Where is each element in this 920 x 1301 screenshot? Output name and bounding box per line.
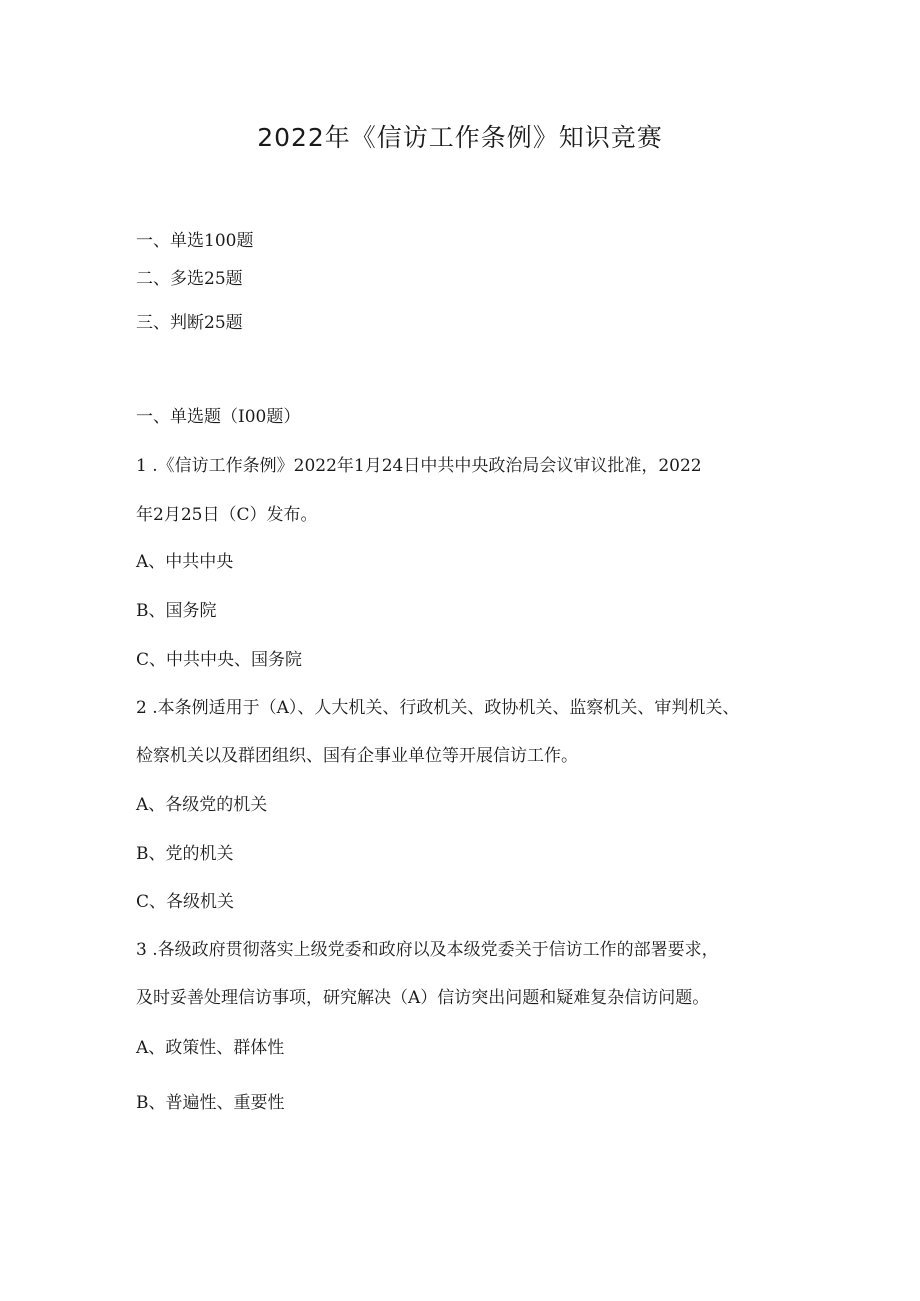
question-2-stem-line-1: 2 .本条例适用于（A）、人大机关、行政机关、政协机关、监察机关、审判机关、 (136, 698, 740, 718)
summary-line-true-false: 三、判断25题 (136, 313, 243, 333)
question-1-option-a: A、中共中央 (136, 552, 234, 572)
question-2-option-c: C、各级机关 (136, 892, 235, 912)
question-1-option-c: C、中共中央、国务院 (136, 650, 303, 670)
summary-line-single-choice: 一、单选100题 (136, 231, 254, 251)
question-2-option-b: B、党的机关 (136, 844, 234, 864)
question-1-stem-line-2: 年2月25日（C）发布。 (136, 505, 318, 525)
question-2-stem-line-2: 检察机关以及群团组织、国有企事业单位等开展信访工作。 (136, 746, 578, 766)
section-heading: 一、单选题（I00题） (136, 407, 301, 427)
question-3-stem-line-2: 及时妥善处理信访事项，研究解决（A）信访突出问题和疑难复杂信访问题。 (136, 988, 710, 1008)
summary-line-multiple-choice: 二、多选25题 (136, 269, 243, 289)
question-3-option-b: B、普遍性、重要性 (136, 1093, 285, 1113)
question-3-option-a: A、政策性、群体性 (136, 1038, 285, 1058)
question-1-option-b: B、国务院 (136, 601, 217, 621)
question-1-stem-line-1: 1 .《信访工作条例》2022年1月24日中共中央政治局会议审议批准，2022 (136, 456, 702, 476)
question-2-option-a: A、各级党的机关 (136, 795, 268, 815)
document-title: 2022年《信访工作条例》知识竞赛 (257, 123, 663, 152)
question-3-stem-line-1: 3 .各级政府贯彻落实上级党委和政府以及本级党委关于信访工作的部署要求， (136, 940, 719, 960)
